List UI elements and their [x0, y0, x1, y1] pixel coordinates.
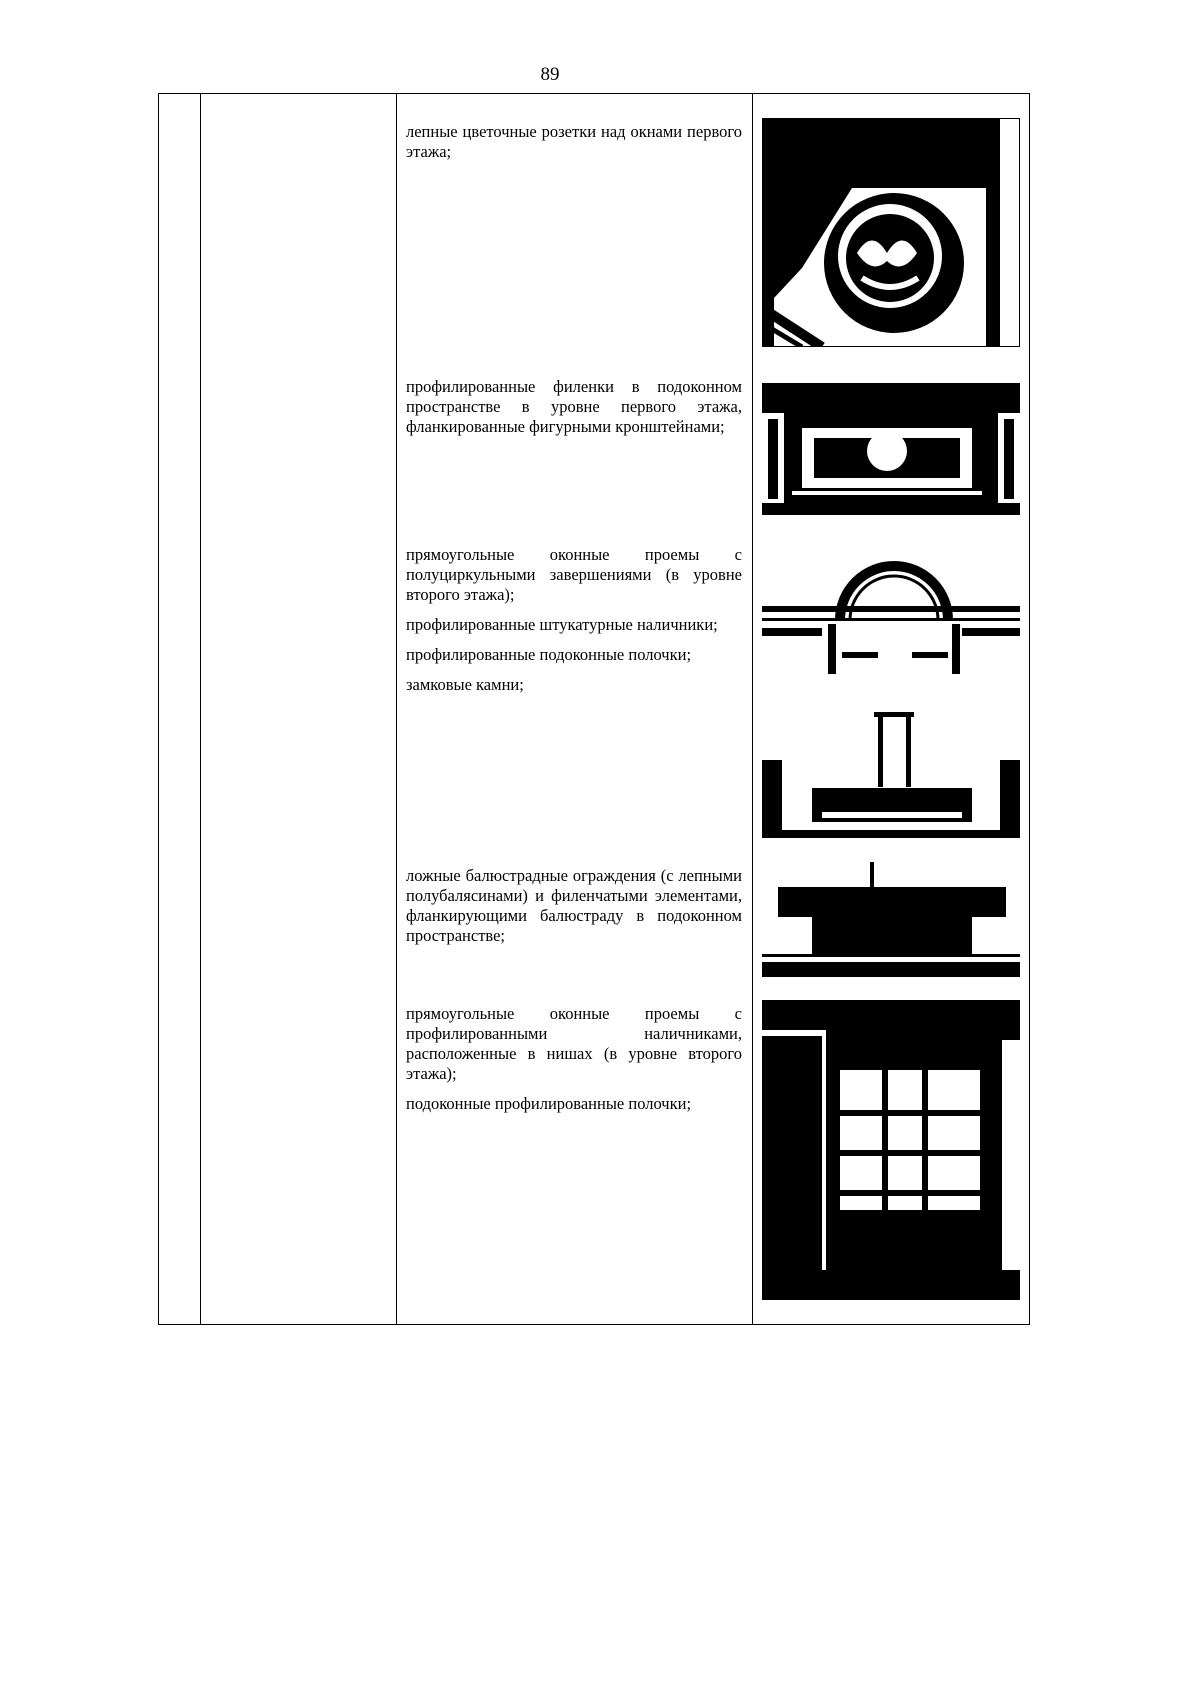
balustrade-photo	[762, 862, 1020, 977]
description-text: подоконные профилированные полочки;	[406, 1094, 692, 1113]
flower-rosette-photo	[762, 118, 1020, 347]
column-divider	[200, 93, 201, 1325]
sill-panel-photo	[762, 373, 1020, 515]
description-text: профилированные подоконные полочки;	[406, 645, 692, 664]
description-text: профилированные штукатурные наличники;	[406, 615, 718, 634]
column-divider	[752, 93, 753, 1325]
arched-window-photo	[762, 540, 1020, 838]
page-number: 89	[540, 64, 560, 85]
column-divider	[396, 93, 397, 1325]
description-cell	[406, 1004, 742, 1114]
niche-window-photo	[762, 1000, 1020, 1300]
description-cell	[406, 377, 742, 437]
description-cell	[406, 545, 742, 695]
description-text: профилированные филенки в подоконном пространстве в уровне первого этажа, фланкированные фигурными кронштейнами;	[406, 377, 742, 436]
description-cell	[406, 122, 742, 162]
description-text: замковые камни;	[406, 675, 524, 694]
description-text: прямоугольные оконные проемы с профилированными наличниками, расположенные в нишах (в уровне второго этажа);	[406, 1004, 742, 1083]
description-text: прямоугольные оконные проемы с полуциркульными завершениями (в уровне второго этажа);	[406, 545, 742, 604]
description-cell	[406, 866, 742, 946]
description-text: ложные балюстрадные ограждения (с лепными полубалясинами) и филенчатыми элементами, фланкирующими балюстраду в подоконном пространстве;	[406, 866, 742, 945]
description-text: лепные цветочные розетки над окнами первого этажа;	[406, 122, 742, 161]
